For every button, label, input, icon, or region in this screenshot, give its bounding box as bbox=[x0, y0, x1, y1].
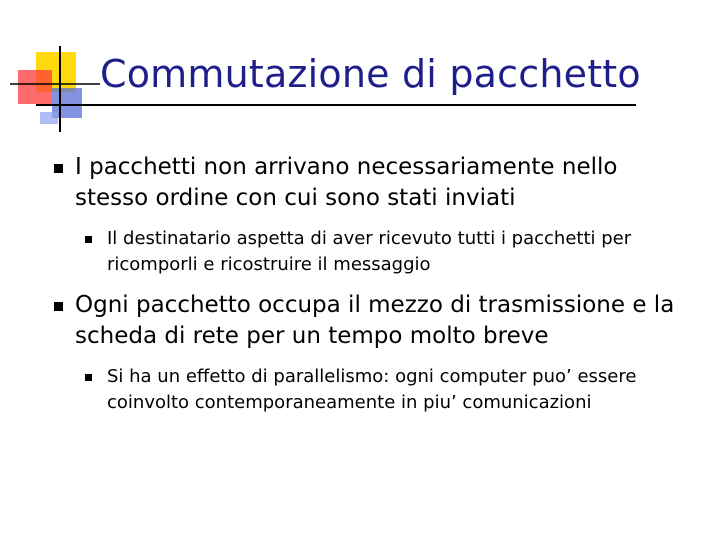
sub-bullet-text-2: Si ha un effetto di parallelismo: ogni computer puo’ essere coinvolto contemporaneamente in piu’ comunicazioni bbox=[107, 366, 637, 413]
bullet-text-1: I pacchetti non arrivano necessariamente nello stesso ordine con cui sono stati inviati bbox=[75, 154, 618, 211]
sub-bullet-text-1: Il destinatario aspetta di aver ricevuto tutti i pacchetti per ricomporli e ricostruire il messaggio bbox=[107, 228, 632, 275]
square-bullet-icon bbox=[54, 164, 63, 173]
slide-title: Commutazione di pacchetto bbox=[100, 52, 641, 96]
bullet-text-2: Ogni pacchetto occupa il mezzo di trasmissione e la scheda di rete per un tempo molto breve bbox=[75, 292, 675, 349]
square-bullet-icon bbox=[54, 302, 63, 311]
square-bullet-icon bbox=[85, 236, 92, 243]
square-bullet-icon bbox=[85, 374, 92, 381]
